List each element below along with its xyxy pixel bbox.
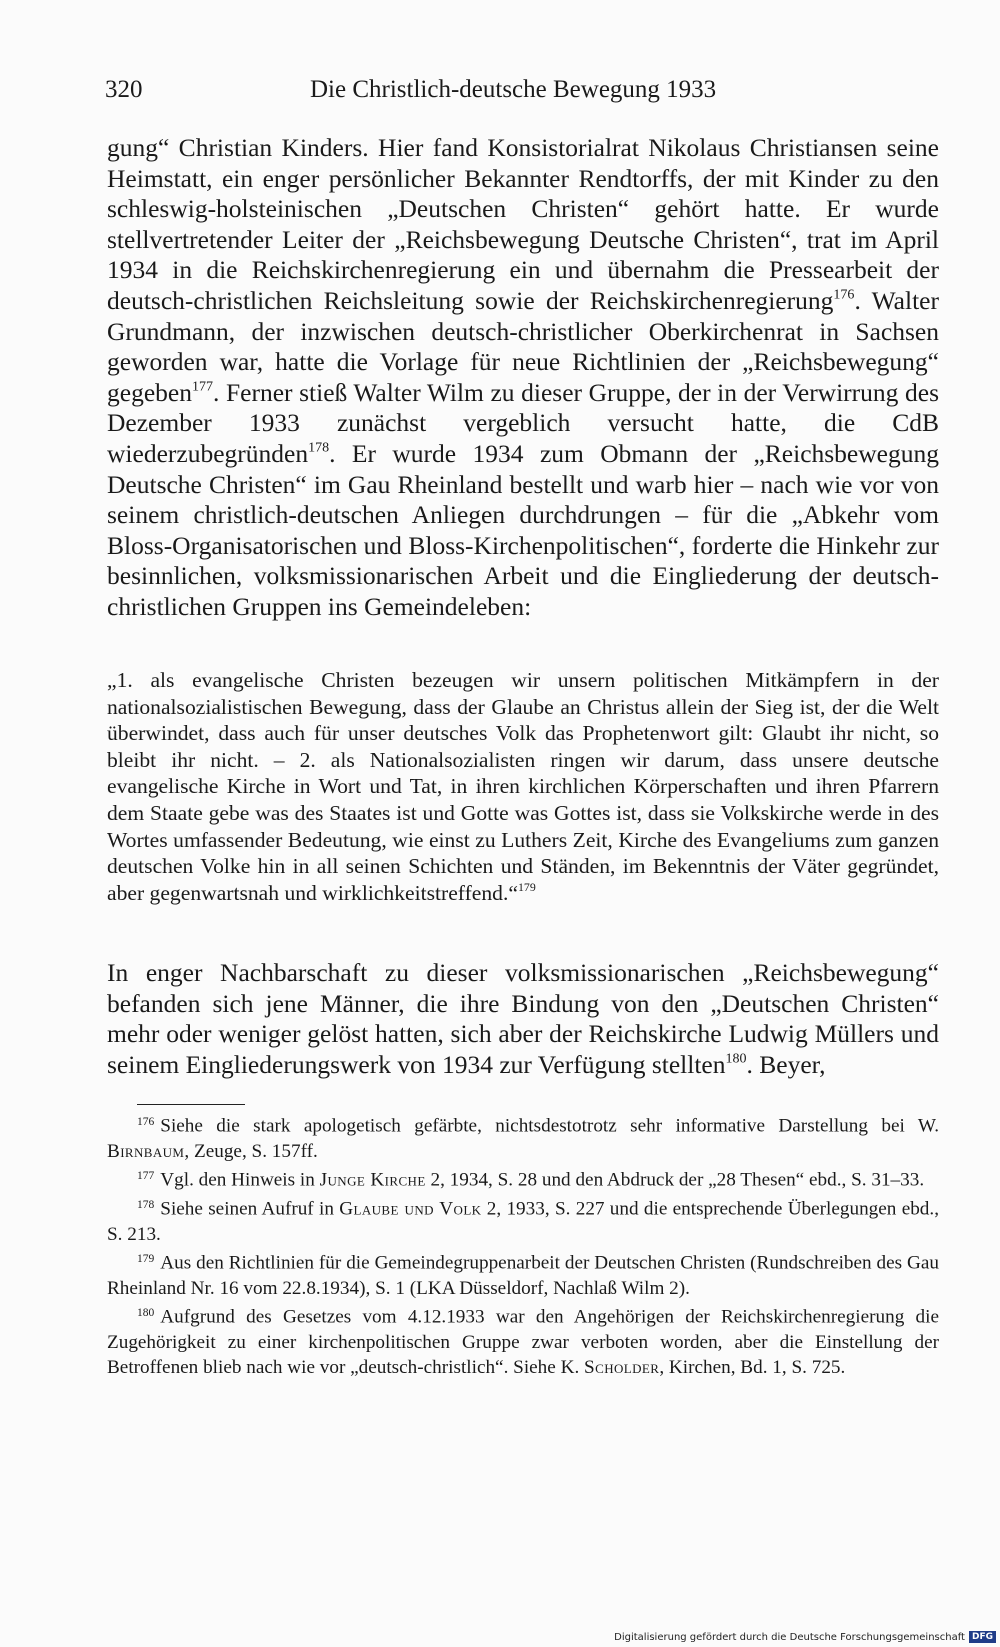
footnote-177 [107, 1164, 939, 1193]
quote-text: „1. als evangelische Christen bezeugen wir unsern politischen Mitkämpfern in der nationalsozialistischen Bewegung, dass der Glaube an Christus allein der Sieg ist, der die Welt überwindet, dass auch für unser deutsches Volk das Prophetenwort gilt: Glaubt ihr nicht, so bleibt ihr nicht. – 2. als Nationalsozialisten ringen wir darum, dass unsere deutsche evangelische Kirche in Wort und Tat, in ihren kirchlichen Körperschaften und ihren Pfarrern dem Staate gebe was des Staates ist und Gotte was Gottes ist, dass sie Volkskirche werde in des Wortes umfassender Bedeutung, wie einst zu Luthers Zeit, Kirche des Evangeliums zum ganzen deutschen Volke hin in all seinen Schichten und Ständen, im Bekenntnis der Väter gegründet, aber gegenwartsnah und wirklichkeitstreffend.“ [107, 668, 939, 905]
footnote-number: 180 [137, 1307, 155, 1320]
footnote-179 [107, 1247, 939, 1301]
para2-text-1: In enger Nachbarschaft zu dieser volksmissionarischen „Reichsbewegung“ befanden sich jene Männer, die ihre Bindung von den „Deutschen Christen“ mehr oder weniger gelöst hatten, sich aber der Reichskirche Ludwig Müllers und seinem Eingliederungswerk von 1934 zur Verfügung stellten [107, 958, 939, 1079]
journal-name: Junge Kirche [319, 1169, 426, 1191]
footnote-number: 179 [137, 1253, 155, 1266]
footnote-ref-177[interactable]: 177 [191, 379, 213, 395]
footnote-text: 2, 1934, S. 28 und den Abdruck der „28 Thesen“ ebd., S. 31–33. [425, 1169, 925, 1191]
footnotes [107, 1110, 939, 1381]
page-number: 320 [105, 76, 143, 103]
para2-text-2: . Beyer, [746, 1049, 826, 1079]
para1-text-3: . Ferner stieß Walter Wilm zu dieser Gruppe, der in der Verwirrung des Dezember 1933 zunächst vergeblich versucht hatte, die CdB wiederzubegründen [107, 377, 939, 468]
journal-name: Glaube und Volk [339, 1198, 482, 1220]
footnote-text: Aufgrund des Gesetzes vom 4.12.1933 war den Angehörigen der Reichskirchenregierung die Zugehörigkeit zu einer kirchenpolitischen Gruppe zwar verboten worden, aber die Einstellung der Betroffenen blieb nach wie vor „deutsch-christlich“. Siehe K. [107, 1306, 939, 1379]
digitization-credit [614, 1631, 996, 1643]
footnote-178 [107, 1193, 939, 1247]
footnote-number: 178 [137, 1198, 155, 1211]
footnote-separator [137, 1104, 245, 1105]
footnote-180 [107, 1301, 939, 1381]
footnote-text: , Zeuge, S. 157ff. [184, 1140, 318, 1162]
footnote-text: Vgl. den Hinweis in [160, 1169, 320, 1191]
body-paragraph-1 [107, 133, 939, 623]
footnote-text: 2, 1933, S. 227 und die entsprechende Überlegungen ebd., S. 213. [107, 1198, 939, 1245]
author-name: Birnbaum [107, 1140, 185, 1162]
running-title: Die Christlich-deutsche Bewegung 1933 [310, 76, 717, 103]
footnote-text: Siehe die stark apologetisch gefärbte, nichtsdestotrotz sehr informative Darstellung bei W. [160, 1115, 939, 1137]
footnote-ref-176[interactable]: 176 [833, 287, 855, 303]
author-name: Scholder [584, 1357, 660, 1379]
footnote-ref-179[interactable]: 179 [517, 879, 536, 894]
dfg-logo-icon: DFG [969, 1631, 996, 1643]
footnote-text: , Kirchen, Bd. 1, S. 725. [659, 1357, 846, 1379]
footnote-number: 176 [137, 1116, 155, 1128]
para1-text-1: gung“ Christian Kinders. Hier fand Konsistorialrat Nikolaus Christiansen seine Heimstatt, ein enger persönlicher Bekannter Rendtorffs, der mit Kinder zu den schleswig-holsteinischen „Deutschen Christen“ gehört hatte. Er wurde stellvertretender Leiter der „Reichsbewegung Deutsche Christen“, trat im April 1934 in die Reichskirchenregierung ein und übernahm die Pressearbeit der deutsch-christlichen Reichsleitung sowie der Reichskirchenregierung [107, 133, 939, 315]
footnote-ref-180[interactable]: 180 [725, 1051, 747, 1067]
block-quote [107, 667, 939, 906]
footnote-text: Siehe seinen Aufruf in [160, 1198, 340, 1220]
credit-text: Digitalisierung gefördert durch die Deutsche Forschungsgemeinschaft [614, 1631, 965, 1643]
footnote-176 [107, 1110, 939, 1164]
para1-text-2: . Walter Grundmann, der inzwischen deutsch-christlicher Oberkirchenrat in Sachsen geworden war, hatte die Vorlage für neue Richtlinien der „Reichsbewegung“ gegeben [107, 285, 939, 407]
para1-text-4: . Er wurde 1934 zum Obmann der „Reichsbewegung Deutsche Christen“ im Gau Rheinland bestellt und warb hier – nach wie vor von seinem christlich-deutschen Anliegen durchdrungen – für die „Abkehr vom Bloss-Organisatorischen und Bloss-Kirchenpolitischen“, forderte die Hinkehr zur besinnlichen, volksmissionarischen Arbeit und die Eingliederung der deutsch-christlichen Gruppen ins Gemeindeleben: [107, 438, 939, 621]
footnote-number: 177 [137, 1170, 155, 1183]
body-paragraph-2 [107, 958, 939, 1080]
footnote-text: Aus den Richtlinien für die Gemeindegruppenarbeit der Deutschen Christen (Rundschreiben des Gau Rheinland Nr. 16 vom 22.8.1934), S. 1 (LKA Düsseldorf, Nachlaß Wilm 2). [107, 1252, 939, 1299]
footnote-ref-178[interactable]: 178 [308, 440, 330, 456]
